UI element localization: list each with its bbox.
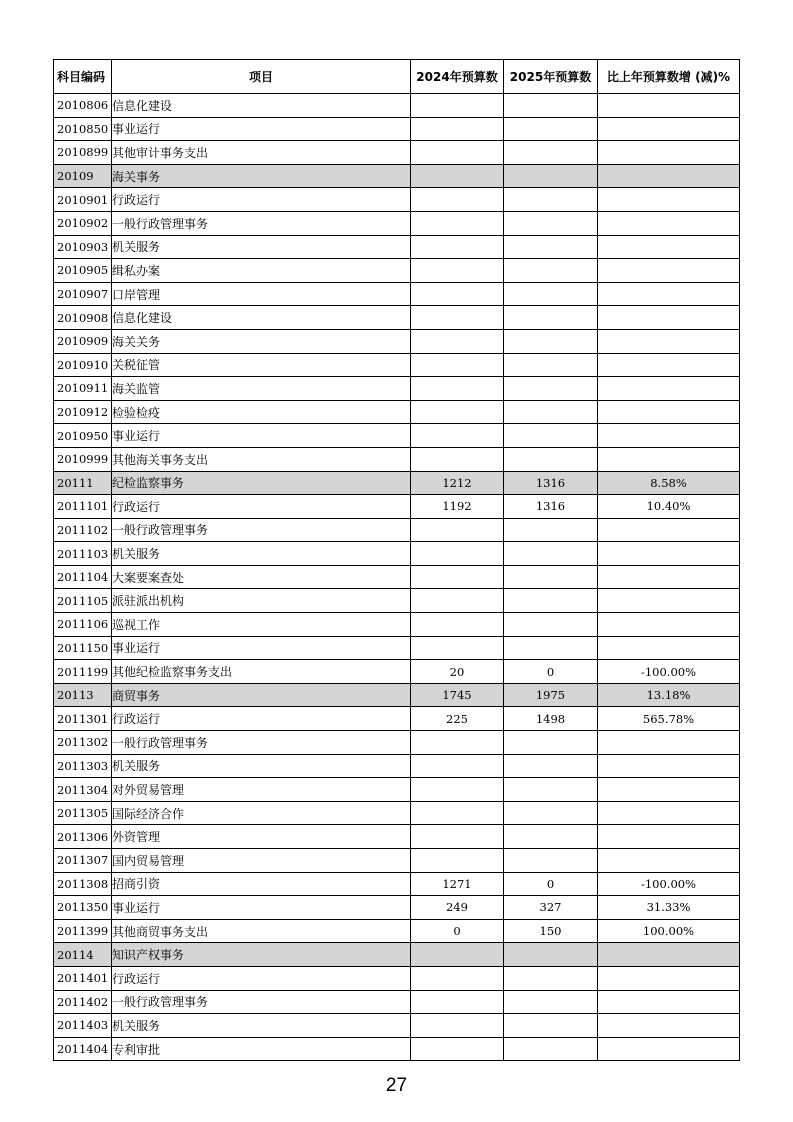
table-row xyxy=(54,636,740,660)
name-cell: 缉私办案 xyxy=(112,259,411,283)
name-cell: 知识产权事务 xyxy=(112,943,411,967)
budget-2024-cell xyxy=(411,825,504,849)
budget-2025-cell xyxy=(504,424,598,448)
change-cell xyxy=(598,1014,740,1038)
budget-2024-cell xyxy=(411,565,504,589)
budget-2024-cell xyxy=(411,424,504,448)
code-cell: 2011401 xyxy=(54,966,112,990)
name-cell: 检验检疫 xyxy=(112,400,411,424)
change-cell xyxy=(598,117,740,141)
change-cell xyxy=(598,94,740,118)
change-cell xyxy=(598,353,740,377)
change-cell xyxy=(598,613,740,637)
code-cell: 2011105 xyxy=(54,589,112,613)
code-cell: 2011103 xyxy=(54,542,112,566)
budget-2024-cell xyxy=(411,259,504,283)
table-row xyxy=(54,495,740,519)
table-row xyxy=(54,235,740,259)
code-cell: 2010903 xyxy=(54,235,112,259)
budget-2024-cell xyxy=(411,117,504,141)
budget-2024-cell xyxy=(411,353,504,377)
code-cell: 2010999 xyxy=(54,447,112,471)
budget-2024-cell xyxy=(411,400,504,424)
budget-2025-cell: 150 xyxy=(504,919,598,943)
code-cell: 2011106 xyxy=(54,613,112,637)
name-cell: 机关服务 xyxy=(112,235,411,259)
header-name: 项目 xyxy=(112,60,411,94)
table-row xyxy=(54,211,740,235)
change-cell xyxy=(598,447,740,471)
budget-2025-cell: 1498 xyxy=(504,707,598,731)
name-cell: 行政运行 xyxy=(112,707,411,731)
budget-2025-cell: 1316 xyxy=(504,471,598,495)
budget-2024-cell xyxy=(411,164,504,188)
table-row xyxy=(54,542,740,566)
table-row xyxy=(54,94,740,118)
table-row xyxy=(54,400,740,424)
code-cell: 2010907 xyxy=(54,282,112,306)
code-cell: 2011403 xyxy=(54,1014,112,1038)
budget-2025-cell xyxy=(504,353,598,377)
budget-2025-cell xyxy=(504,188,598,212)
change-cell xyxy=(598,377,740,401)
name-cell: 海关事务 xyxy=(112,164,411,188)
code-cell: 2010850 xyxy=(54,117,112,141)
change-cell xyxy=(598,141,740,165)
name-cell: 巡视工作 xyxy=(112,613,411,637)
budget-2025-cell xyxy=(504,778,598,802)
change-cell xyxy=(598,801,740,825)
name-cell: 事业运行 xyxy=(112,424,411,448)
change-cell xyxy=(598,424,740,448)
name-cell: 事业运行 xyxy=(112,896,411,920)
budget-2024-cell xyxy=(411,282,504,306)
budget-2025-cell xyxy=(504,943,598,967)
budget-2025-cell: 327 xyxy=(504,896,598,920)
code-cell: 20113 xyxy=(54,683,112,707)
change-cell xyxy=(598,542,740,566)
change-cell xyxy=(598,282,740,306)
budget-2025-cell xyxy=(504,731,598,755)
name-cell: 其他纪检监察事务支出 xyxy=(112,660,411,684)
budget-2025-cell xyxy=(504,1014,598,1038)
code-cell: 2010901 xyxy=(54,188,112,212)
table-row xyxy=(54,801,740,825)
budget-2024-cell: 225 xyxy=(411,707,504,731)
change-cell xyxy=(598,235,740,259)
budget-2025-cell xyxy=(504,518,598,542)
table-row xyxy=(54,731,740,755)
name-cell: 海关监管 xyxy=(112,377,411,401)
change-cell xyxy=(598,966,740,990)
name-cell: 对外贸易管理 xyxy=(112,778,411,802)
budget-2024-cell: 1192 xyxy=(411,495,504,519)
table-row xyxy=(54,377,740,401)
budget-2024-cell xyxy=(411,518,504,542)
budget-2025-cell xyxy=(504,94,598,118)
code-cell: 2011305 xyxy=(54,801,112,825)
code-cell: 2011150 xyxy=(54,636,112,660)
budget-2024-cell xyxy=(411,1014,504,1038)
name-cell: 派驻派出机构 xyxy=(112,589,411,613)
budget-2025-cell xyxy=(504,1037,598,1061)
table-body xyxy=(54,94,740,1061)
budget-2024-cell: 1745 xyxy=(411,683,504,707)
header-code: 科目编码 xyxy=(54,60,112,94)
budget-2024-cell xyxy=(411,613,504,637)
budget-2024-cell xyxy=(411,801,504,825)
change-cell xyxy=(598,306,740,330)
name-cell: 机关服务 xyxy=(112,542,411,566)
name-cell: 机关服务 xyxy=(112,754,411,778)
budget-2024-cell xyxy=(411,731,504,755)
name-cell: 行政运行 xyxy=(112,495,411,519)
table-row xyxy=(54,259,740,283)
change-cell xyxy=(598,731,740,755)
budget-2024-cell xyxy=(411,211,504,235)
name-cell: 口岸管理 xyxy=(112,282,411,306)
budget-2025-cell xyxy=(504,164,598,188)
name-cell: 海关关务 xyxy=(112,329,411,353)
budget-2024-cell xyxy=(411,306,504,330)
budget-2024-cell xyxy=(411,754,504,778)
budget-2025-cell xyxy=(504,990,598,1014)
category-row xyxy=(54,943,740,967)
table-row xyxy=(54,613,740,637)
change-cell: 8.58% xyxy=(598,471,740,495)
budget-2024-cell xyxy=(411,778,504,802)
budget-2024-cell: 1212 xyxy=(411,471,504,495)
code-cell: 2010908 xyxy=(54,306,112,330)
name-cell: 事业运行 xyxy=(112,636,411,660)
budget-2025-cell xyxy=(504,235,598,259)
name-cell: 行政运行 xyxy=(112,188,411,212)
change-cell xyxy=(598,636,740,660)
budget-2025-cell xyxy=(504,636,598,660)
name-cell: 国内贸易管理 xyxy=(112,849,411,873)
category-row xyxy=(54,164,740,188)
table-row xyxy=(54,188,740,212)
name-cell: 信息化建设 xyxy=(112,94,411,118)
table-row xyxy=(54,896,740,920)
table-row xyxy=(54,1014,740,1038)
table-row xyxy=(54,141,740,165)
budget-2025-cell xyxy=(504,825,598,849)
change-cell: -100.00% xyxy=(598,660,740,684)
budget-2025-cell xyxy=(504,565,598,589)
table-row xyxy=(54,353,740,377)
budget-2025-cell: 0 xyxy=(504,660,598,684)
change-cell xyxy=(598,164,740,188)
budget-2025-cell xyxy=(504,849,598,873)
change-cell xyxy=(598,329,740,353)
category-row xyxy=(54,471,740,495)
table-row xyxy=(54,306,740,330)
table-row xyxy=(54,589,740,613)
budget-2025-cell xyxy=(504,259,598,283)
budget-2024-cell xyxy=(411,377,504,401)
name-cell: 国际经济合作 xyxy=(112,801,411,825)
budget-2025-cell xyxy=(504,377,598,401)
budget-2024-cell xyxy=(411,329,504,353)
code-cell: 2010910 xyxy=(54,353,112,377)
code-cell: 2010806 xyxy=(54,94,112,118)
change-cell xyxy=(598,400,740,424)
name-cell: 一般行政管理事务 xyxy=(112,518,411,542)
budget-2024-cell xyxy=(411,188,504,212)
header-change: 比上年预算数增 (减)% xyxy=(598,60,740,94)
table-row xyxy=(54,117,740,141)
budget-2024-cell: 0 xyxy=(411,919,504,943)
name-cell: 其他审计事务支出 xyxy=(112,141,411,165)
code-cell: 2010911 xyxy=(54,377,112,401)
change-cell: 565.78% xyxy=(598,707,740,731)
name-cell: 一般行政管理事务 xyxy=(112,731,411,755)
budget-2024-cell: 1271 xyxy=(411,872,504,896)
table-row xyxy=(54,754,740,778)
budget-table xyxy=(53,59,740,1061)
table-row xyxy=(54,424,740,448)
change-cell xyxy=(598,754,740,778)
code-cell: 2011308 xyxy=(54,872,112,896)
budget-2024-cell xyxy=(411,636,504,660)
code-cell: 2011199 xyxy=(54,660,112,684)
change-cell xyxy=(598,518,740,542)
table-row xyxy=(54,849,740,873)
budget-2025-cell xyxy=(504,447,598,471)
code-cell: 2011101 xyxy=(54,495,112,519)
header-budget-2025: 2025年预算数 xyxy=(504,60,598,94)
change-cell xyxy=(598,211,740,235)
change-cell: 13.18% xyxy=(598,683,740,707)
budget-2025-cell xyxy=(504,117,598,141)
code-cell: 20114 xyxy=(54,943,112,967)
code-cell: 2011404 xyxy=(54,1037,112,1061)
code-cell: 2011306 xyxy=(54,825,112,849)
page-number: 27 xyxy=(385,1075,408,1096)
change-cell xyxy=(598,943,740,967)
code-cell: 20109 xyxy=(54,164,112,188)
budget-2025-cell xyxy=(504,400,598,424)
budget-2025-cell xyxy=(504,589,598,613)
name-cell: 其他商贸事务支出 xyxy=(112,919,411,943)
code-cell: 2010950 xyxy=(54,424,112,448)
category-row xyxy=(54,683,740,707)
change-cell xyxy=(598,825,740,849)
table-row xyxy=(54,966,740,990)
name-cell: 事业运行 xyxy=(112,117,411,141)
name-cell: 一般行政管理事务 xyxy=(112,211,411,235)
budget-2024-cell: 249 xyxy=(411,896,504,920)
budget-2024-cell xyxy=(411,542,504,566)
budget-2025-cell xyxy=(504,542,598,566)
budget-2025-cell xyxy=(504,966,598,990)
budget-2024-cell xyxy=(411,94,504,118)
change-cell xyxy=(598,565,740,589)
budget-2024-cell xyxy=(411,990,504,1014)
budget-2025-cell xyxy=(504,754,598,778)
budget-2024-cell xyxy=(411,1037,504,1061)
name-cell: 机关服务 xyxy=(112,1014,411,1038)
change-cell xyxy=(598,188,740,212)
name-cell: 纪检监察事务 xyxy=(112,471,411,495)
budget-2024-cell xyxy=(411,447,504,471)
code-cell: 2011102 xyxy=(54,518,112,542)
table-row xyxy=(54,329,740,353)
table-row xyxy=(54,1037,740,1061)
table-row xyxy=(54,447,740,471)
change-cell xyxy=(598,990,740,1014)
code-cell: 2011304 xyxy=(54,778,112,802)
code-cell: 2011301 xyxy=(54,707,112,731)
table-row xyxy=(54,825,740,849)
code-cell: 2011303 xyxy=(54,754,112,778)
budget-2025-cell xyxy=(504,211,598,235)
name-cell: 商贸事务 xyxy=(112,683,411,707)
budget-2025-cell: 1316 xyxy=(504,495,598,519)
budget-2025-cell xyxy=(504,613,598,637)
code-cell: 2010902 xyxy=(54,211,112,235)
table-row xyxy=(54,565,740,589)
code-cell: 20111 xyxy=(54,471,112,495)
name-cell: 大案要案查处 xyxy=(112,565,411,589)
change-cell xyxy=(598,589,740,613)
table-row xyxy=(54,872,740,896)
budget-2025-cell xyxy=(504,282,598,306)
budget-2025-cell: 1975 xyxy=(504,683,598,707)
change-cell xyxy=(598,849,740,873)
change-cell: 10.40% xyxy=(598,495,740,519)
name-cell: 信息化建设 xyxy=(112,306,411,330)
budget-2024-cell xyxy=(411,141,504,165)
code-cell: 2011350 xyxy=(54,896,112,920)
name-cell: 专利审批 xyxy=(112,1037,411,1061)
table-row xyxy=(54,778,740,802)
code-cell: 2010905 xyxy=(54,259,112,283)
code-cell: 2011302 xyxy=(54,731,112,755)
budget-2024-cell xyxy=(411,966,504,990)
table-row xyxy=(54,707,740,731)
code-cell: 2010912 xyxy=(54,400,112,424)
budget-2025-cell: 0 xyxy=(504,872,598,896)
budget-2025-cell xyxy=(504,329,598,353)
budget-2025-cell xyxy=(504,306,598,330)
name-cell: 关税征管 xyxy=(112,353,411,377)
change-cell xyxy=(598,259,740,283)
budget-2024-cell xyxy=(411,943,504,967)
change-cell: -100.00% xyxy=(598,872,740,896)
name-cell: 行政运行 xyxy=(112,966,411,990)
code-cell: 2011399 xyxy=(54,919,112,943)
budget-2025-cell xyxy=(504,801,598,825)
change-cell: 31.33% xyxy=(598,896,740,920)
code-cell: 2010899 xyxy=(54,141,112,165)
code-cell: 2011307 xyxy=(54,849,112,873)
budget-2024-cell xyxy=(411,589,504,613)
budget-2025-cell xyxy=(504,141,598,165)
table-row xyxy=(54,282,740,306)
change-cell xyxy=(598,778,740,802)
header-budget-2024: 2024年预算数 xyxy=(411,60,504,94)
budget-2024-cell xyxy=(411,849,504,873)
table-row xyxy=(54,518,740,542)
code-cell: 2011402 xyxy=(54,990,112,1014)
table-row xyxy=(54,990,740,1014)
code-cell: 2011104 xyxy=(54,565,112,589)
table-row xyxy=(54,919,740,943)
budget-2024-cell: 20 xyxy=(411,660,504,684)
name-cell: 一般行政管理事务 xyxy=(112,990,411,1014)
budget-2024-cell xyxy=(411,235,504,259)
name-cell: 招商引资 xyxy=(112,872,411,896)
name-cell: 外资管理 xyxy=(112,825,411,849)
change-cell: 100.00% xyxy=(598,919,740,943)
table-row xyxy=(54,660,740,684)
change-cell xyxy=(598,1037,740,1061)
name-cell: 其他海关事务支出 xyxy=(112,447,411,471)
code-cell: 2010909 xyxy=(54,329,112,353)
header-row xyxy=(54,60,740,94)
